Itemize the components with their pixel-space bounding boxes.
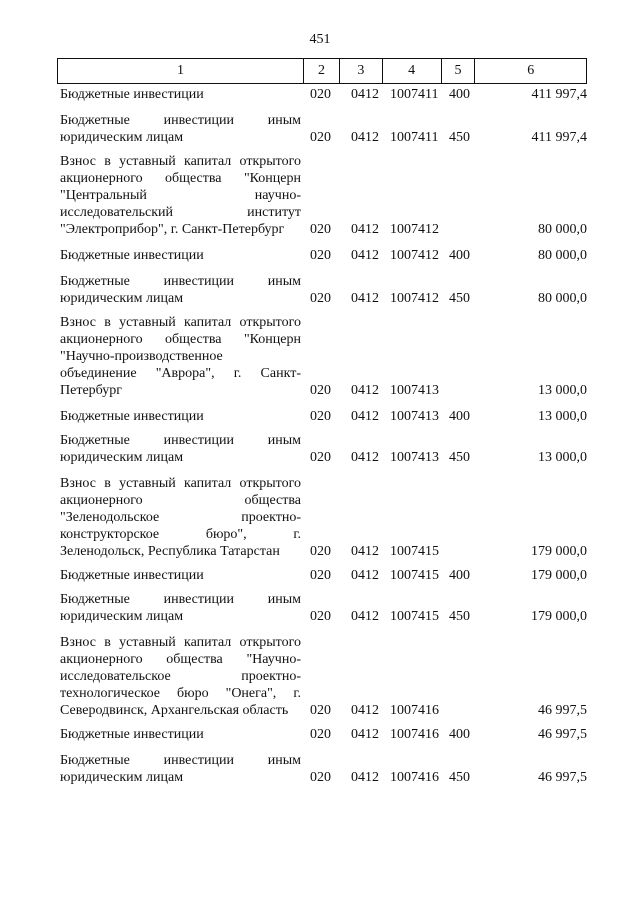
header-col-3: 3	[340, 59, 383, 83]
cell-c3: 0412	[351, 568, 379, 583]
cell-c3: 0412	[351, 87, 379, 102]
cell-c6: 46 997,5	[538, 703, 587, 718]
cell-c4: 1007413	[390, 450, 439, 465]
row-codes	[60, 221, 590, 238]
cell-c4: 1007412	[390, 222, 439, 237]
table-row	[60, 475, 590, 560]
cell-c2: 020	[310, 383, 331, 398]
row-description: Бюджетные инвестиции	[60, 87, 204, 102]
cell-c6: 80 000,0	[538, 291, 587, 306]
cell-c5: 450	[449, 291, 470, 306]
table-row	[60, 153, 590, 238]
cell-c2: 020	[310, 409, 331, 424]
page-number: 451	[309, 32, 331, 47]
cell-c2: 020	[310, 770, 331, 785]
row-codes	[60, 86, 590, 103]
cell-c3: 0412	[351, 703, 379, 718]
cell-c5: 450	[449, 450, 470, 465]
row-codes	[60, 567, 590, 584]
cell-c2: 020	[310, 727, 331, 742]
table-row	[60, 591, 590, 625]
row-description: Бюджетные инвестиции	[60, 409, 204, 424]
cell-c3: 0412	[351, 409, 379, 424]
row-codes	[60, 129, 590, 146]
cell-c2: 020	[310, 450, 331, 465]
table-row	[60, 314, 590, 399]
cell-c5: 450	[449, 130, 470, 145]
cell-c4: 1007416	[390, 703, 439, 718]
cell-c4: 1007413	[390, 409, 439, 424]
cell-c3: 0412	[351, 450, 379, 465]
table-row	[60, 752, 590, 786]
cell-c4: 1007415	[390, 609, 439, 624]
cell-c6: 80 000,0	[538, 222, 587, 237]
row-description: Взнос в уставный капитал открытого акционерного общества "Концерн "Центральный научно-исследовательский институт "Электроприбор", г. Санкт-Петербург	[60, 154, 301, 237]
cell-c2: 020	[310, 568, 331, 583]
cell-c3: 0412	[351, 544, 379, 559]
cell-c3: 0412	[351, 770, 379, 785]
table-row	[60, 273, 590, 307]
row-codes	[60, 608, 590, 625]
cell-c2: 020	[310, 248, 331, 263]
cell-c2: 020	[310, 87, 331, 102]
cell-c2: 020	[310, 544, 331, 559]
cell-c5: 450	[449, 609, 470, 624]
cell-c6: 411 997,4	[531, 130, 587, 145]
row-codes	[60, 702, 590, 719]
row-codes	[60, 726, 590, 743]
cell-c6: 80 000,0	[538, 248, 587, 263]
cell-c2: 020	[310, 130, 331, 145]
row-description: Бюджетные инвестиции иным юридическим лицам	[60, 113, 301, 145]
table-row	[60, 567, 590, 584]
row-description: Бюджетные инвестиции иным юридическим лицам	[60, 433, 301, 465]
cell-c4: 1007411	[390, 130, 439, 145]
cell-c4: 1007412	[390, 248, 439, 263]
cell-c3: 0412	[351, 248, 379, 263]
cell-c4: 1007411	[390, 87, 439, 102]
cell-c5: 400	[449, 87, 470, 102]
row-description: Взнос в уставный капитал открытого акционерного общества "Концерн "Научно-производственное объединение "Аврора", г. Санкт-Петербург	[60, 315, 301, 398]
cell-c6: 179 000,0	[531, 609, 587, 624]
cell-c6: 46 997,5	[538, 770, 587, 785]
header-col-4: 4	[383, 59, 442, 83]
cell-c6: 13 000,0	[538, 450, 587, 465]
cell-c5: 400	[449, 248, 470, 263]
row-description: Взнос в уставный капитал открытого акционерного общества "Зеленодольское проектно-конструкторское бюро", г. Зеленодольск, Республика Татарстан	[60, 476, 301, 559]
cell-c5: 400	[449, 409, 470, 424]
cell-c4: 1007412	[390, 291, 439, 306]
cell-c6: 13 000,0	[538, 409, 587, 424]
row-description: Бюджетные инвестиции	[60, 568, 204, 583]
cell-c6: 46 997,5	[538, 727, 587, 742]
header-col-6: 6	[527, 63, 535, 78]
cell-c5: 450	[449, 770, 470, 785]
table-row	[60, 408, 590, 425]
table-row	[60, 112, 590, 146]
cell-c3: 0412	[351, 222, 379, 237]
cell-c6: 179 000,0	[531, 544, 587, 559]
row-codes	[60, 247, 590, 264]
table-header	[57, 58, 587, 84]
row-codes	[60, 290, 590, 307]
row-codes	[60, 543, 590, 560]
row-codes	[60, 769, 590, 786]
row-description: Бюджетные инвестиции	[60, 248, 204, 263]
cell-c2: 020	[310, 222, 331, 237]
cell-c4: 1007415	[390, 568, 439, 583]
header-col-2: 2	[304, 59, 340, 83]
header-col-5: 5	[442, 59, 476, 83]
cell-c5: 400	[449, 568, 470, 583]
cell-c3: 0412	[351, 383, 379, 398]
cell-c2: 020	[310, 291, 331, 306]
cell-c2: 020	[310, 703, 331, 718]
cell-c3: 0412	[351, 130, 379, 145]
cell-c3: 0412	[351, 727, 379, 742]
cell-c6: 411 997,4	[531, 87, 587, 102]
cell-c3: 0412	[351, 291, 379, 306]
cell-c4: 1007416	[390, 770, 439, 785]
cell-c4: 1007416	[390, 727, 439, 742]
row-codes	[60, 382, 590, 399]
cell-c4: 1007413	[390, 383, 439, 398]
row-codes	[60, 449, 590, 466]
cell-c6: 13 000,0	[538, 383, 587, 398]
row-description: Бюджетные инвестиции иным юридическим лицам	[60, 274, 301, 306]
cell-c6: 179 000,0	[531, 568, 587, 583]
row-description: Взнос в уставный капитал открытого акционерного общества "Научно-исследовательское проектно-технологическое бюро "Онега", г. Северодвинск, Архангельская область	[60, 635, 301, 718]
cell-c4: 1007415	[390, 544, 439, 559]
table-row	[60, 726, 590, 743]
table-row	[60, 634, 590, 719]
table-row	[60, 86, 590, 103]
row-description: Бюджетные инвестиции	[60, 727, 204, 742]
cell-c3: 0412	[351, 609, 379, 624]
table-row	[60, 432, 590, 466]
header-col-1: 1	[58, 59, 304, 83]
row-description: Бюджетные инвестиции иным юридическим лицам	[60, 753, 301, 785]
cell-c5: 400	[449, 727, 470, 742]
row-description: Бюджетные инвестиции иным юридическим лицам	[60, 592, 301, 624]
cell-c2: 020	[310, 609, 331, 624]
table-row	[60, 247, 590, 264]
row-codes	[60, 408, 590, 425]
table-body	[60, 86, 590, 786]
